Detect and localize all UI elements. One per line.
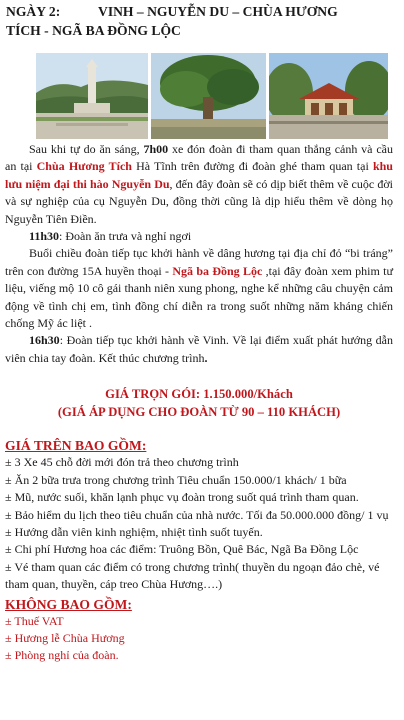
excludes-list: [5, 613, 393, 665]
text: ,tại đây đoàn xem phim tư liệu, viếng mộ 10 cô gái thanh niên xung phong, nghe kể những câu chuyện cảm động về tình chị em, tình đồng chí diễn ra trong suốt những năm kháng chiến chống Mỹ ác liệt .: [5, 263, 394, 331]
place-dong-loc: Ngã ba Đồng Lộc: [172, 263, 263, 278]
photo-pagoda: [269, 53, 388, 139]
list-item: ± Bảo hiểm du lịch theo tiêu chuẩn của nhà nước. Tối đa 50.000.000 đồng/ 1 vụ: [5, 507, 389, 522]
includes-heading: GIÁ TRÊN BAO GỒM:: [5, 438, 147, 454]
text: : Đoàn ăn trưa và nghỉ ngơi: [59, 229, 192, 244]
photo-tree: [151, 53, 266, 139]
time-16h30: 16h30: [29, 333, 60, 348]
list-item: ± Hương lễ Chùa Hương: [5, 630, 125, 645]
list-item: ± Mũ, nước suối, khăn lạnh phục vụ đoàn trong suốt quá trình tham quan.: [5, 490, 359, 505]
text: , đến đây đoàn sẽ có dịp biết thêm về cuộc đời và sự nghiệp của cụ Nguyễn Du, đồng thời cũng là dịp hiểu thêm về dòng họ Nguyễn Tiên Điền.: [5, 176, 394, 226]
list-item: ± Vé tham quan các điểm có trong chương trình( thuyền du ngoạn đảo chè, vé tham quan, thuyền, cáp treo Chùa Hương….): [5, 559, 380, 592]
itinerary-paragraph-4: [5, 332, 393, 367]
list-item: ± Phòng nghỉ của đoàn.: [5, 648, 119, 663]
day-label: NGÀY 2:: [6, 4, 61, 19]
photo-monument: [36, 53, 148, 139]
list-item: ± Hướng dẫn viên kinh nghiệm, nhiệt tình suốt tuyến.: [5, 524, 263, 539]
text: .: [204, 350, 208, 365]
time-7h00: 7h00: [143, 142, 169, 156]
itinerary-paragraph-2: [5, 228, 393, 245]
excludes-heading: KHÔNG BAO GỒM:: [5, 596, 132, 612]
route-line-1: VINH – NGUYỄN DU – CHÙA HƯƠNG: [98, 4, 338, 19]
list-item: ± Thuế VAT: [5, 613, 64, 628]
content-body: [5, 141, 393, 665]
itinerary-paragraph-3: [5, 245, 393, 332]
text: : Đoàn tiếp tục khởi hành về Vinh. Về lại điểm xuất phát hướng dẫn viên chia tay đoàn. Kết thúc chương trình: [5, 333, 393, 365]
itinerary-paragraph-1: [5, 141, 393, 228]
day-title: [6, 2, 398, 40]
price-box: [5, 385, 393, 421]
text: xe đón đoàn đi tham quan thắng cảnh và cầu an tại: [5, 142, 393, 174]
price-line-1: GIÁ TRỌN GÓI: 1.150.000/Khách: [105, 387, 293, 402]
price-line-2: (GIÁ ÁP DỤNG CHO ĐOÀN TỪ 90 – 110 KHÁCH): [57, 405, 341, 420]
place-huong-tich: Chùa Hương Tích: [36, 159, 132, 174]
text: Sau khi tự do ăn sáng,: [29, 142, 144, 156]
text: Buổi chiều đoàn tiếp tục khởi hành về dâng hương tại địa chỉ đỏ “bi tráng” trên con đường 15A huyền thoại -: [5, 246, 393, 278]
list-item: ± Chi phí Hương hoa các điểm: Truông Bồn, Quê Bác, Ngã Ba Đồng Lộc: [5, 542, 359, 557]
list-item: ± Ăn 2 bữa trưa trong chương trình Tiêu chuẩn 150.000/1 khách/ 1 bữa: [5, 472, 347, 487]
time-11h30: 11h30: [29, 229, 60, 244]
place-nguyen-du: khu lưu niệm đại thi hào Nguyễn Du: [5, 159, 393, 191]
route-line-2: TÍCH - NGÃ BA ĐỒNG LỘC: [6, 23, 181, 38]
text: Hà Tĩnh trên đường đi đoàn ghé tham quan tại: [131, 159, 373, 174]
list-item: ± 3 Xe 45 chỗ đời mới đón trả theo chương trình: [5, 455, 239, 470]
includes-list: [5, 454, 393, 593]
photo-strip: [36, 53, 388, 139]
